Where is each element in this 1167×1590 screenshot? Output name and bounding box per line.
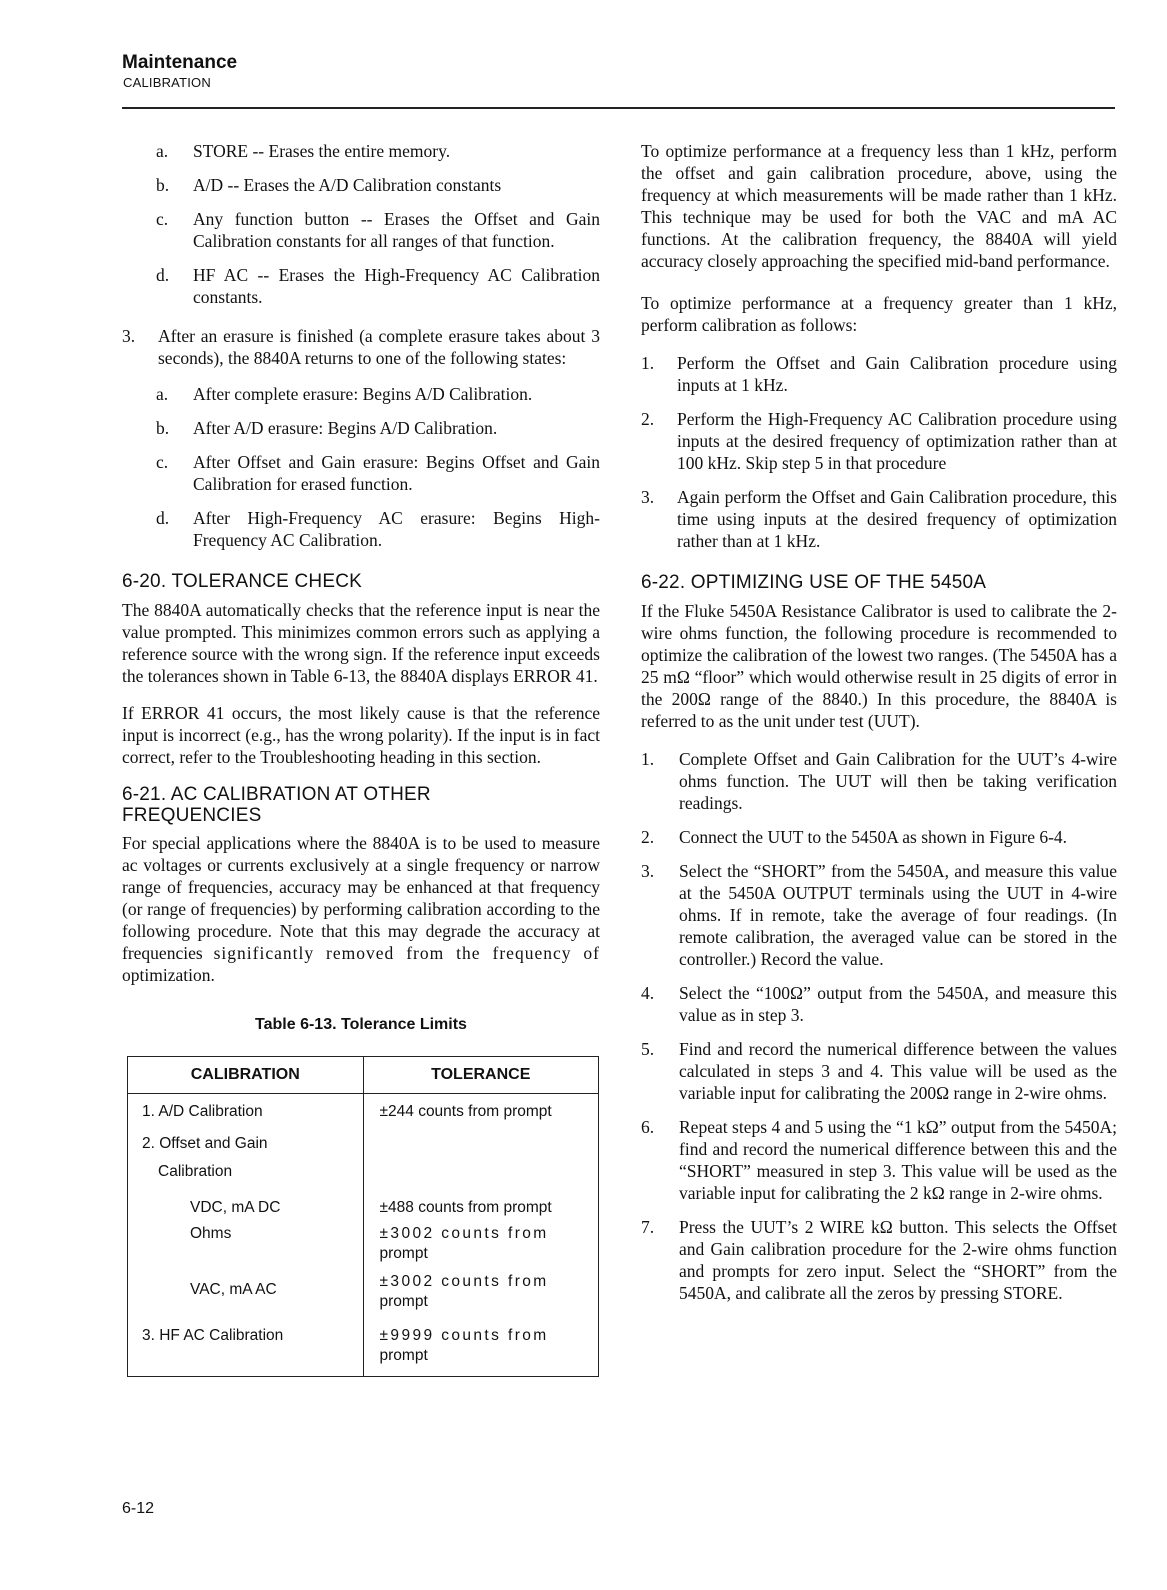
ohms-step	[641, 860, 1117, 970]
ohms-step	[641, 748, 1117, 814]
right-column	[641, 140, 1117, 1304]
column-header: CALIBRATION	[128, 1057, 364, 1094]
item-text: Select the “100Ω” output from the 5450A, and measure this value as in step 3.	[679, 983, 1117, 1025]
erase-item	[156, 264, 600, 308]
item-label: 3.	[641, 487, 655, 507]
item-text: After A/D erasure: Begins A/D Calibration.	[193, 418, 498, 438]
table-cell: ±244 counts from prompt	[363, 1094, 598, 1123]
paragraph: If the Fluke 5450A Resistance Calibrator is used to calibrate the 2-wire ohms function, the following procedure is recommended to optimize the calibration of the lowest two ranges. (The 5450A has a 25 mΩ “floor” which would otherwise result in 25 digits of error in the 200Ω range of the 8840.) In this procedure, the 8840A is referred to as the unit under test (UUT).	[641, 601, 1117, 731]
cell-line: prompt	[379, 1347, 428, 1364]
cell-line: prompt	[379, 1293, 428, 1310]
heading-line: 6-21. AC CALIBRATION AT OTHER	[122, 784, 431, 805]
ohms-step	[641, 982, 1117, 1026]
step-3	[122, 325, 600, 369]
item-text: Repeat steps 4 and 5 using the “1 kΩ” output from the 5450A; find and record the numerical difference between this and the “SHORT” measured in step 3. This value will be used as the variable input for calibrating the 2 kΩ range in 2-wire ohms.	[679, 1117, 1117, 1203]
opt-step	[641, 352, 1117, 396]
table-row	[128, 1186, 599, 1218]
cell-line: ±3002 counts from	[379, 1225, 549, 1242]
item-label: 1.	[641, 749, 655, 769]
item-text: HF AC -- Erases the High-Frequency AC Calibration constants.	[193, 265, 600, 307]
table-row	[128, 1264, 599, 1312]
cell-line: prompt	[379, 1245, 428, 1262]
item-text: After complete erasure: Begins A/D Calibration.	[193, 384, 533, 404]
item-label: 4.	[641, 983, 655, 1003]
item-text: STORE -- Erases the entire memory.	[193, 141, 451, 161]
table-cell	[128, 1122, 364, 1186]
table-cell	[363, 1218, 598, 1264]
column-header: TOLERANCE	[363, 1057, 598, 1094]
item-label: 5.	[641, 1039, 655, 1059]
paragraph-text: optimization.	[122, 965, 215, 985]
opt-step	[641, 408, 1117, 474]
item-label: 3.	[641, 861, 655, 881]
cell-line: Calibration	[158, 1163, 233, 1180]
paragraph: To optimize performance at a frequency less than 1 kHz, perform the offset and gain calibration procedure, above, using the frequency at which measurements will be made rather than 1 kHz. This technique may be used for both the VAC and mA AC functions. At the calibration frequency, the 8840A will yield accuracy closely approaching the specified mid-band performance.	[641, 141, 1117, 271]
table-row	[128, 1122, 599, 1186]
table-cell	[363, 1122, 598, 1186]
item-label: a.	[156, 141, 169, 161]
item-label: 1.	[641, 353, 655, 373]
paragraph-text: significantly removed from the frequency of	[213, 943, 601, 963]
left-column	[122, 140, 600, 1377]
item-label: a.	[156, 384, 169, 404]
item-text: Find and record the numerical difference between the values calculated in steps 3 and 4. This value will be used as the variable input for calibrating the 200Ω range in 2-wire ohms.	[679, 1039, 1117, 1103]
paragraph: The 8840A automatically checks that the reference input is near the value prompted. This minimizes common errors such as applying a reference source with the wrong sign. If the reference input exceeds the tolerances shown in Table 6-13, the 8840A displays ERROR 41.	[122, 600, 600, 686]
item-text: Again perform the Offset and Gain Calibration procedure, this time using inputs at the desired frequency of optimization rather than at 1 kHz.	[677, 487, 1117, 551]
table-cell: VDC, mA DC	[128, 1186, 364, 1218]
erase-item	[156, 140, 600, 162]
item-text: After High-Frequency AC erasure: Begins High-Frequency AC Calibration.	[193, 508, 600, 550]
section-title: Maintenance	[122, 52, 238, 73]
item-text: Perform the Offset and Gain Calibration procedure using inputs at 1 kHz.	[677, 353, 1117, 395]
heading-6-20: 6-20. TOLERANCE CHECK	[122, 571, 363, 592]
table-cell: 1. A/D Calibration	[128, 1094, 364, 1123]
state-item	[156, 417, 600, 439]
erase-item	[156, 174, 600, 196]
heading-6-22: 6-22. OPTIMIZING USE OF THE 5450A	[641, 572, 987, 593]
table-row	[128, 1218, 599, 1264]
state-item	[156, 383, 600, 405]
opt-step	[641, 486, 1117, 552]
item-text: After Offset and Gain erasure: Begins Offset and Gain Calibration for erased function.	[193, 452, 600, 494]
item-label: c.	[156, 209, 169, 229]
item-label: 7.	[641, 1217, 655, 1237]
ohms-step	[641, 1038, 1117, 1104]
paragraph-text: For special applications where the 8840A is to be used to measure ac voltages or currents exclusively at a single frequency or narrow range of frequencies, accuracy may be enhanced at that frequency (or range of frequencies) by performing calibration according to the following procedure. Note that this may degrade the accuracy at frequencies	[122, 833, 600, 963]
item-label: b.	[156, 418, 170, 438]
item-text: A/D -- Erases the A/D Calibration constants	[193, 175, 502, 195]
item-label: b.	[156, 175, 170, 195]
item-text: Any function button -- Erases the Offset and Gain Calibration constants for all ranges of that function.	[193, 209, 600, 251]
item-label: 3.	[122, 326, 136, 346]
state-item	[156, 507, 600, 551]
table-cell	[363, 1312, 598, 1377]
heading-6-21	[122, 784, 600, 826]
erase-item	[156, 208, 600, 252]
table-row	[128, 1094, 599, 1123]
table-cell: Ohms	[128, 1218, 364, 1264]
table-cell: VAC, mA AC	[128, 1264, 364, 1312]
item-label: 6.	[641, 1117, 655, 1137]
table-cell	[363, 1264, 598, 1312]
item-text: Press the UUT’s 2 WIRE kΩ button. This selects the Offset and Gain calibration procedure for the 2-wire ohms function and prompts for zero input. Select the “SHORT” from the 5450A, and calibrate all the zeros by pressing STORE.	[679, 1217, 1117, 1303]
table-caption: Table 6-13. Tolerance Limits	[255, 1016, 467, 1033]
item-label: c.	[156, 452, 169, 472]
ohms-step	[641, 1216, 1117, 1304]
tolerance-table	[127, 1056, 599, 1377]
ohms-step	[641, 1116, 1117, 1204]
item-text: Select the “SHORT” from the 5450A, and measure this value at the 5450A OUTPUT terminals using the UUT in 4-wire ohms. If in remote, take the average of four readings. (In remote calibration, the averaged value can be stored in the controller.) Record the value.	[679, 861, 1117, 969]
item-label: d.	[156, 508, 170, 528]
cell-line: 2. Offset and Gain	[142, 1135, 268, 1152]
paragraph: If ERROR 41 occurs, the most likely cause is that the reference input is incorrect (e.g., has the wrong polarity). If the input is in fact correct, refer to the Troubleshooting heading in this section.	[122, 703, 600, 767]
item-text: Perform the High-Frequency AC Calibration procedure using inputs at the desired frequency of optimization rather than at 100 kHz. Skip step 5 in that procedure	[677, 409, 1117, 473]
item-text: Connect the UUT to the 5450A as shown in Figure 6-4.	[679, 827, 1068, 847]
cell-line: ±9999 counts from	[379, 1327, 549, 1344]
item-label: d.	[156, 265, 170, 285]
section-subtitle: CALIBRATION	[123, 75, 211, 90]
table-cell: ±488 counts from prompt	[363, 1186, 598, 1218]
item-label: 2.	[641, 827, 655, 847]
state-item	[156, 451, 600, 495]
table-row	[128, 1312, 599, 1377]
paragraph: To optimize performance at a frequency greater than 1 kHz, perform calibration as follows:	[641, 293, 1117, 335]
page-number: 6-12	[122, 1500, 155, 1517]
heading-line: FREQUENCIES	[122, 805, 262, 826]
item-label: 2.	[641, 409, 655, 429]
table-cell: 3. HF AC Calibration	[128, 1312, 364, 1377]
item-text: After an erasure is finished (a complete erasure takes about 3 seconds), the 8840A returns to one of the following states:	[158, 326, 600, 368]
item-text: Complete Offset and Gain Calibration for the UUT’s 4-wire ohms function. The UUT will then be taking verification readings.	[679, 749, 1117, 813]
paragraph	[122, 832, 600, 986]
ohms-step	[641, 826, 1117, 848]
cell-line: ±3002 counts from	[379, 1273, 549, 1290]
table-header-row	[128, 1057, 599, 1094]
header-rule	[122, 107, 1115, 109]
